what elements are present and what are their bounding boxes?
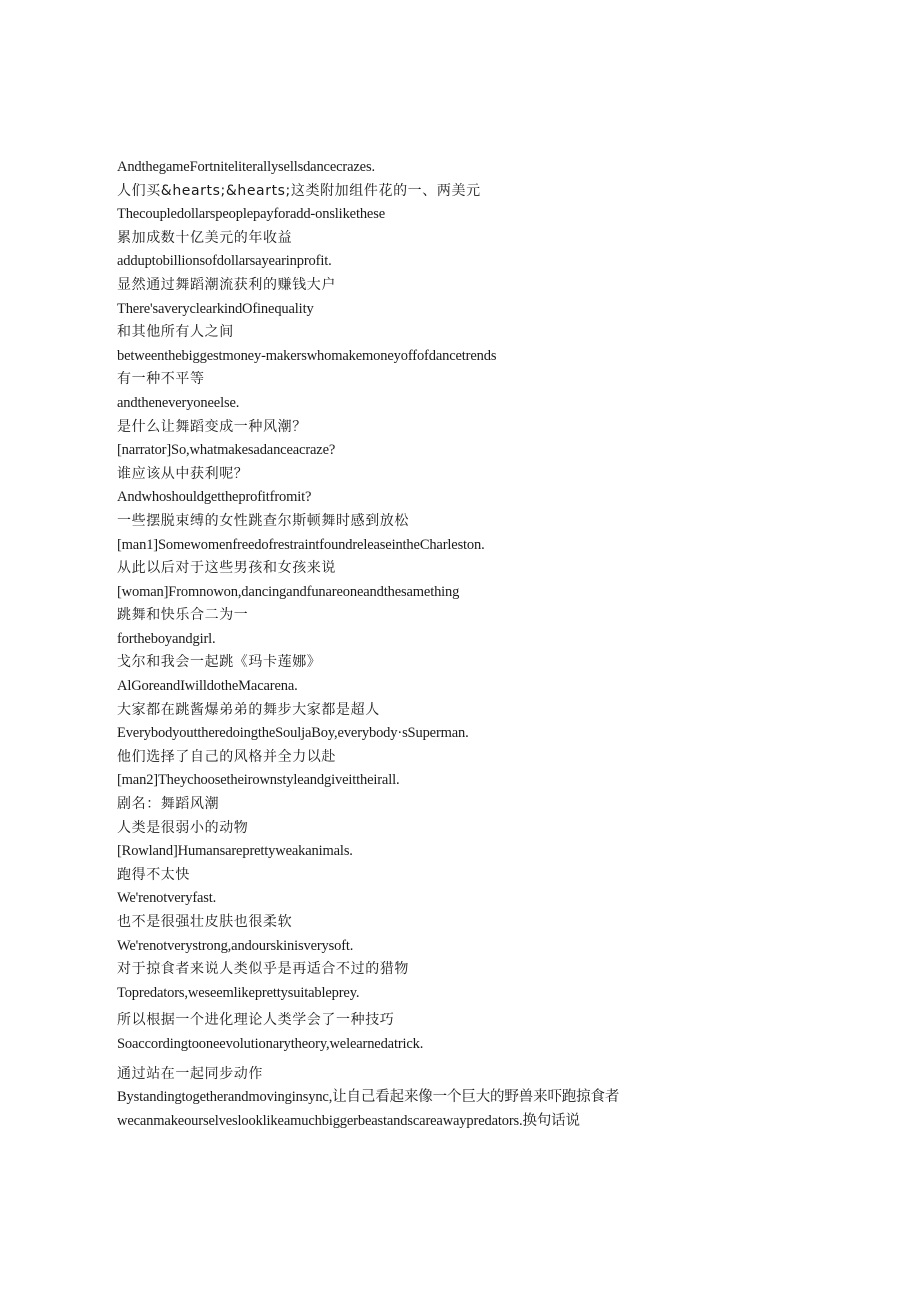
transcript-line-english: Soaccordingtooneevolutionarytheory,welearnedatrick.	[117, 1035, 424, 1052]
transcript-line-chinese: 大家都在跳酱爆弟弟的舞步大家都是超人	[117, 701, 380, 718]
transcript-line-english: [Rowland]Humansareprettyweakanimals.	[117, 843, 353, 860]
transcript-line-english: There'saveryclearkindOfinequality	[117, 300, 314, 317]
transcript-line-english: AndthegameFortniteliterallysellsdancecrazes.	[117, 159, 375, 175]
transcript-line-chinese: 累加成数十亿美元的年收益	[117, 229, 293, 246]
transcript-line-english: [woman]Fromnowon,dancingandfunareoneandthesamething	[117, 583, 460, 600]
transcript-line-english: fortheboyandgirl.	[117, 630, 216, 647]
transcript-line-english: AlGoreandIwilldotheMacarena.	[117, 678, 298, 695]
transcript-line-chinese: 对于掠食者来说人类似乎是再适合不过的猎物	[117, 961, 409, 978]
transcript-line-english: We'renotverystrong,andourskinisverysoft.	[117, 937, 354, 954]
transcript-line-english: [man1]SomewomenfreedofrestraintfoundreleaseintheCharleston.	[117, 536, 485, 553]
transcript-line-chinese: 一些摆脱束缚的女性跳查尔斯顿舞时感到放松	[117, 512, 409, 529]
transcript-line-english: andtheneveryoneelse.	[117, 394, 240, 411]
transcript-line-chinese: 跑得不太快	[117, 866, 190, 883]
transcript-line-chinese: 人们买&hearts;&hearts;这类附加组件花的一、两美元	[117, 182, 481, 199]
transcript-line-chinese: 显然通过舞蹈潮流获利的赚钱大户	[117, 276, 336, 293]
transcript-line-chinese: 通过站在一起同步动作	[117, 1065, 263, 1082]
transcript-line-english: adduptobillionsofdollarsayearinprofit.	[117, 253, 332, 270]
transcript-line-english: Thecoupledollarspeoplepayforadd-onslikethese	[117, 206, 385, 223]
transcript-line-chinese: 戈尔和我会一起跳《玛卡莲娜》	[117, 654, 322, 671]
transcript-line-english: We'renotveryfast.	[117, 890, 217, 907]
transcript-line-chinese: 他们选择了自己的风格并全力以赴	[117, 748, 336, 765]
transcript-line-english: Andwhoshouldgettheprofitfromit?	[117, 489, 312, 506]
transcript-line-chinese: 跳舞和快乐合二为一	[117, 607, 249, 624]
transcript-line-english: EverybodyouttheredoingtheSouljaBoy,everybody·sSuperman.	[117, 725, 469, 742]
transcript-line-chinese: 从此以后对于这些男孩和女孩来说	[117, 560, 336, 577]
transcript-line-chinese: 是什么让舞蹈变成一种风潮？	[117, 418, 307, 435]
transcript-text-block	[117, 156, 817, 1133]
transcript-line-mixed: wecanmakeourselveslooklikeamuchbiggerbeastandscareawaypredators.换句话说	[117, 1112, 580, 1129]
transcript-line-english: betweenthebiggestmoney-makerswhomakemoneyoffofdancetrends	[117, 347, 497, 364]
transcript-title-line: 剧名：舞蹈风潮	[117, 796, 220, 813]
transcript-line-chinese: 也不是很强壮皮肤也很柔软	[117, 914, 293, 930]
transcript-line-mixed: Bystandingtogetherandmovinginsync,让自己看起来像一个巨大的野兽来吓跑掠食者	[117, 1089, 620, 1106]
transcript-line-english: [narrator]So,whatmakesadanceacraze?	[117, 442, 336, 459]
transcript-line-chinese: 有一种不平等	[117, 371, 205, 388]
transcript-line-english: Topredators,weseemlikeprettysuitableprey.	[117, 984, 360, 1001]
transcript-line-chinese: 谁应该从中获利呢？	[117, 465, 249, 482]
transcript-line-chinese: 人类是很弱小的动物	[117, 819, 249, 836]
transcript-line-chinese: 所以根据一个进化理论人类学会了一种技巧	[117, 1012, 395, 1029]
transcript-line-chinese: 和其他所有人之间	[117, 324, 234, 341]
transcript-line-english: [man2]Theychoosetheirownstyleandgiveittheirall.	[117, 772, 400, 789]
